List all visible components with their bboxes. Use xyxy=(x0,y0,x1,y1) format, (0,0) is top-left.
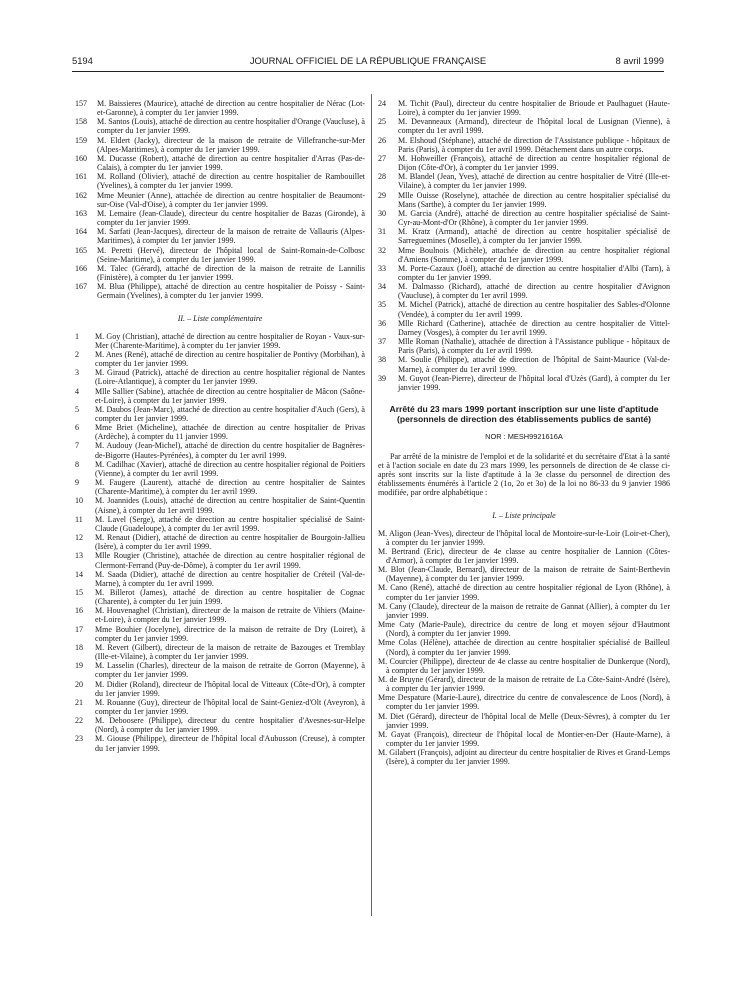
item-text: M. Lasselin (Charles), directeur de la maison de retraite de Gorron (Mayenne), à compter du 1er janvier 1999. xyxy=(95,661,365,680)
item-number: 38 xyxy=(378,355,387,365)
list-item xyxy=(75,460,365,478)
list-item xyxy=(75,387,365,405)
list-item xyxy=(378,209,670,227)
item-number: 167 xyxy=(75,282,88,292)
list-item xyxy=(75,423,365,441)
list-item xyxy=(75,368,365,386)
item-number: 4 xyxy=(75,386,80,396)
list-item xyxy=(75,405,365,423)
section-heading: II. – Liste complémentaire xyxy=(177,314,263,324)
item-text: Mlle Roman (Nathalie), attachée de direction à l'Assistance publique - hôpitaux de Paris (Paris), à compter du 1er avril 1999. xyxy=(398,337,670,356)
list-item xyxy=(75,716,365,734)
item-number: 18 xyxy=(75,642,84,652)
item-text: M. Faugere (Laurent), attaché de direction au centre hospitalier de Saintes (Charente-Maritime), à compter du 1er avril 1999. xyxy=(95,478,365,497)
item-text: M. Santos (Louis), attaché de direction au centre hospitalier d'Orange (Vaucluse), à compter du 1er janvier 1999. xyxy=(97,117,365,136)
list-item xyxy=(75,606,365,624)
list-item xyxy=(75,117,365,135)
item-text: M. Soulie (Philippe), attaché de direction de l'hôpital de Saint-Maurice (Val-de-Marne), à compter du 1er avril 1999. xyxy=(398,355,670,374)
item-number: 160 xyxy=(75,153,88,163)
list-item xyxy=(75,643,365,661)
list-item xyxy=(75,533,365,551)
list-item: M. Courcier (Philippe), directeur de 4e classe au centre hospitalier de Dunkerque (Nord), à compter du 1er janvier 1999. xyxy=(378,656,670,675)
item-number: 11 xyxy=(75,514,83,524)
list-item xyxy=(75,154,365,172)
issue-date: 8 avril 1999 xyxy=(615,55,664,66)
item-text: Mlle Rougier (Christine), attachée de direction au centre hospitalier régional de Clermont-Ferrand (Puy-de-Dôme), à compter du 1er avril 1999. xyxy=(95,551,365,570)
list-item xyxy=(378,117,670,135)
item-number: 37 xyxy=(378,337,387,347)
item-text: Mme Briet (Micheline), attachée de direction au centre hospitalier de Privas (Ardèche), à compter du 11 janvier 1999. xyxy=(95,423,365,442)
list-item xyxy=(75,570,365,588)
list-item: M. Diet (Gérard), directeur de l'hôpital local de Melle (Deux-Sèvres), à compter du 1er janvier 1999. xyxy=(378,711,670,730)
item-number: 28 xyxy=(378,172,387,182)
item-text: M. Giraud (Patrick), attaché de direction au centre hospitalier régional de Nantes (Loire-Atlantique), à compter du 1er janvier 1999. xyxy=(95,368,365,387)
list-item: M. Gayat (François), directeur de l'hôpital local de Montier-en-Der (Haute-Marne), à compter du 1er janvier 1999. xyxy=(378,729,670,749)
item-number: 16 xyxy=(75,606,84,616)
item-number: 7 xyxy=(75,441,80,451)
item-number: 162 xyxy=(75,190,88,200)
list-item xyxy=(75,282,365,300)
item-number: 36 xyxy=(378,318,387,328)
item-text: Mme Meunier (Anne), attachée de direction au centre hospitalier de Beaumont-sur-Oise (Val-d'Oise), à compter du 1er janvier 1999. xyxy=(97,190,365,209)
list-item xyxy=(378,136,670,154)
list-item: Mme Colas (Hélène), attachée de direction au centre hospitalier spécialisé de Bailleul (Nord), à compter du 1er janvier 1999. xyxy=(378,638,670,657)
item-number: 31 xyxy=(378,227,387,237)
list-item xyxy=(378,227,670,245)
list-item xyxy=(75,698,365,716)
list-item: M. Bertrand (Eric), directeur de 4e classe au centre hospitalier de Lannion (Côtes-d'Armor), à compter du 1er janvier 1999. xyxy=(378,546,670,565)
page-number: 5194 xyxy=(72,55,93,66)
list-item: M. Gilabert (François), adjoint au directeur du centre hospitalier de Rives et Grand-Lemps (Isère), à compter du 1er janvier 1999. xyxy=(378,748,670,767)
item-number: 24 xyxy=(378,99,387,108)
list-item xyxy=(75,496,365,514)
item-number: 10 xyxy=(75,496,84,506)
page-header xyxy=(72,55,664,68)
list-item xyxy=(75,680,365,698)
list-item xyxy=(378,172,670,190)
list-item xyxy=(75,209,365,227)
item-number: 25 xyxy=(378,117,387,127)
item-number: 12 xyxy=(75,533,84,543)
list-item xyxy=(75,191,365,209)
item-text: M. Sarfati (Jean-Jacques), directeur de la maison de retraite de Vallauris (Alpes-Maritimes), à compter du 1er janvier 1999. xyxy=(97,227,365,246)
item-text: M. Eldert (Jacky), directeur de la maison de retraite de Villefranche-sur-Mer (Alpes-Maritimes), à compter du 1er janvier 1999. xyxy=(97,135,365,154)
list-item: M. Aligon (Jean-Yves), directeur de l'hôpital local de Montoire-sur-le-Loir (Loir-et-Cher), à compter du 1er janvier 1999. xyxy=(378,528,670,547)
item-text: M. Blua (Philippe), attaché de direction au centre hospitalier de Poissy - Saint-Germain (Yvelines), à compter du 1er janvier 1999. xyxy=(97,282,365,301)
item-number: 20 xyxy=(75,679,84,689)
item-text: M. Rolland (Olivier), attaché de direction au centre hospitalier de Rambouillet (Yvelines), à compter du 1er janvier 1999. xyxy=(97,172,365,191)
list-item xyxy=(75,227,365,245)
list-item xyxy=(75,551,365,569)
list-item xyxy=(75,350,365,368)
item-number: 15 xyxy=(75,587,84,597)
list-item xyxy=(75,515,365,533)
item-text: M. Elshoud (Stéphane), attaché de direction de l'Assistance publique - hôpitaux de Paris (Paris), à compter du 1er avril 1999. Détachement dans un autre corps. xyxy=(398,135,670,154)
list-item xyxy=(75,441,365,459)
list-item xyxy=(75,172,365,190)
item-text: M. Daubos (Jean-Marc), attaché de direction au centre hospitalier d'Auch (Gers), à compter du 1er janvier 1999. xyxy=(95,404,365,423)
item-number: 158 xyxy=(75,117,88,127)
list-item xyxy=(378,337,670,355)
item-text: M. Blandel (Jean, Yves), attaché de direction au centre hospitalier de Vitré (Ille-et-Vilaine), à compter du 1er janvier 1999. xyxy=(398,172,670,191)
list-item xyxy=(75,625,365,643)
item-text: Mlle Sallier (Sabine), attachée de direction au centre hospitalier de Mâcon (Saône-et-Loire), à compter du 1er janvier 1999. xyxy=(95,386,365,405)
decree-paragraph: Par arrêté de la ministre de l'emploi et de la solidarité et du secrétaire d'Etat à la santé et à l'action sociale en date du 23 mars 1999, les personnels de direction de 4e classe ci-après sont inscrits sur la liste d'aptitude à la 3e classe du personnel de direction des établissements énumérés à l'article 2 (1o, 2o et 3o) de la loi no 86-33 du 9 janvier 1986 modifiée, par ordre alphabétique : xyxy=(378,451,670,498)
item-text: M. Porte-Cazaux (Joël), attaché de direction au centre hospitalier d'Albi (Tarn), à compter du 1er janvier 1999. xyxy=(398,263,670,282)
item-number: 35 xyxy=(378,300,387,310)
item-text: Mlle Richard (Catherine), attachée de direction au centre hospitalier de Vittel-Darney (Vosges), à compter du 1er avril 1999. xyxy=(398,318,670,337)
column-divider xyxy=(371,94,372,916)
item-text: Mlle Ouisse (Roselyne), attachée de direction au centre hospitalier spécialisé du Mans (Sarthe), à compter du 1er janvier 1999. xyxy=(398,190,670,209)
list-item xyxy=(75,588,365,606)
item-number: 159 xyxy=(75,135,88,145)
item-text: M. Lemaire (Jean-Claude), directeur du centre hospitalier de Bazas (Gironde), à compter du 1er janvier 1999. xyxy=(97,208,365,228)
item-number: 157 xyxy=(75,99,88,108)
list-item xyxy=(378,300,670,318)
list-item: M. de Bruyne (Gérard), directeur de la maison de retraite de La Côte-Saint-André (Isère), à compter du 1er janvier 1999. xyxy=(378,675,670,694)
list-continued xyxy=(378,99,670,392)
list-item xyxy=(75,332,365,350)
list-item xyxy=(75,136,365,154)
item-text: M. Dalmasso (Richard), attaché de direction au centre hospitalier d'Avignon (Vaucluse), à compter du 1er avril 1999. xyxy=(398,282,670,301)
item-text: M. Goy (Christian), attaché de direction au centre hospitalier de Royan - Vaux-sur-Mer (Charente-Maritime), à compter du 1er janvier 1999. xyxy=(95,331,365,350)
list-item: Mme Caty (Marie-Paule), directrice du centre de long et moyen séjour d'Hautmont (Nord), à compter du 1er janvier 1999. xyxy=(378,620,670,639)
item-text: M. Lavel (Serge), attaché de direction au centre hospitalier spécialisé de Saint-Claude (Guadeloupe), à compter du 1er avril 1999. xyxy=(95,514,365,533)
list-item xyxy=(378,374,670,392)
journal-title: JOURNAL OFFICIEL DE LA RÉPUBLIQUE FRANÇAISE xyxy=(249,55,487,66)
list-item: M. Cany (Claude), directeur de la maison de retraite de Gannat (Allier), à compter du 1er janvier 1999. xyxy=(378,601,670,620)
item-number: 9 xyxy=(75,478,80,488)
right-column xyxy=(378,99,670,767)
item-number: 1 xyxy=(75,331,80,341)
item-number: 27 xyxy=(378,153,387,163)
list-item xyxy=(75,661,365,679)
item-number: 19 xyxy=(75,661,84,671)
item-number: 163 xyxy=(75,208,88,218)
item-text: M. Joannides (Louis), attaché de direction au centre hospitalier de Saint-Quentin (Aisne), à compter du 1er avril 1999. xyxy=(95,496,365,515)
list-item: Mme Despature (Marie-Laure), directrice du centre de convalescence de Loos (Nord), à compter du 1er janvier 1999. xyxy=(378,693,670,712)
item-text: M. Giouse (Philippe), directeur de l'hôpital local d'Aubusson (Creuse), à compter du 1er janvier 1999. xyxy=(95,734,365,753)
item-text: Mme Boulnois (Michèle), attachée de direction au centre hospitalier régional d'Amiens (Somme), à compter du 1er janvier 1999. xyxy=(398,245,670,264)
nor-reference: NOR : MESH9921616A xyxy=(485,432,563,442)
item-text: M. Cadilhac (Xavier), attaché de direction au centre hospitalier régional de Poitiers (Vienne), à compter du 1er avril 1999. xyxy=(95,459,365,478)
item-number: 8 xyxy=(75,459,80,469)
item-number: 164 xyxy=(75,227,88,237)
item-text: M. Renaut (Didier), attaché de direction au centre hospitalier de Bourgoin-Jallieu (Isère), à compter du 1er avril 1999. xyxy=(95,533,365,552)
list-top xyxy=(75,99,365,300)
list-item: M. Cano (René), attaché de direction au centre hospitalier régional de Lyon (Rhône), à compter du 1er janvier 1999. xyxy=(378,583,670,602)
item-number: 34 xyxy=(378,282,387,292)
item-text: M. Ducasse (Robert), attaché de direction au centre hospitalier d'Arras (Pas-de-Calais), à compter du 1er janvier 1999. xyxy=(97,153,365,173)
item-text: M. Baissieres (Maurice), attaché de direction au centre hospitalier de Nérac (Lot-et-Garonne), à compter du 1er janvier 1999. xyxy=(97,99,365,118)
item-text: M. Devanneaux (Armand), directeur de l'hôpital local de Lusignan (Vienne), à compter du 1er avril 1999. xyxy=(398,117,670,136)
item-text: M. Houvenaghel (Christian), directeur de la maison de retraite de Vihiers (Maine-et-Loire), à compter du 1er janvier 1999. xyxy=(95,606,365,625)
item-number: 161 xyxy=(75,172,88,182)
item-text: M. Billerot (James), attaché de direction au centre hospitalier de Cognac (Charente), à compter du 1er juin 1999. xyxy=(95,587,365,607)
spacer xyxy=(378,392,670,404)
item-text: M. Michel (Patrick), attaché de direction au centre hospitalier des Sables-d'Olonne (Vendée), à compter du 1er avril 1999. xyxy=(398,300,670,319)
header-rule xyxy=(72,71,664,72)
list-item xyxy=(378,282,670,300)
item-number: 3 xyxy=(75,368,80,378)
list-item xyxy=(378,191,670,209)
item-text: M. Revert (Gilbert), directeur de la maison de retraite de Bazouges et Tremblay (Ille-et-Vilaine), à compter du 1er janvier 1999. xyxy=(95,642,365,662)
left-column xyxy=(75,99,365,753)
list-item xyxy=(75,734,365,752)
item-text: M. Audouy (Jean-Michel), attaché de direction du centre hospitalier de Bagnères-de-Bigorre (Hautes-Pyrénées), à compter du 1er avril 1999. xyxy=(95,441,365,460)
item-number: 22 xyxy=(75,716,84,726)
item-text: M. Kratz (Armand), attaché de direction au centre hospitalier spécialisé de Sarreguemines (Moselle), à compter du 1er janvier 1999. xyxy=(398,227,670,246)
item-number: 39 xyxy=(378,373,387,383)
list-item xyxy=(378,154,670,172)
list-item xyxy=(75,99,365,117)
list-item xyxy=(75,478,365,496)
list-complementaire xyxy=(75,332,365,753)
item-text: M. Garcia (André), attaché de direction au centre hospitalier spécialisé de Saint-Cyr-au-Mont-d'Or (Rhône), à compter du 1er janvier 1999. xyxy=(398,208,670,228)
item-number: 17 xyxy=(75,624,84,634)
item-number: 14 xyxy=(75,569,84,579)
item-number: 5 xyxy=(75,404,80,414)
list-item xyxy=(75,246,365,264)
list-item xyxy=(378,99,670,117)
item-number: 26 xyxy=(378,135,387,145)
item-number: 21 xyxy=(75,697,84,707)
item-text: M. Rouanne (Guy), directeur de l'hôpital local de Saint-Geniez-d'Olt (Aveyron), à compter du 1er janvier 1999. xyxy=(95,697,365,716)
item-number: 166 xyxy=(75,263,88,273)
section-heading: I. – Liste principale xyxy=(492,511,556,521)
decree-title: Arrêté du 23 mars 1999 portant inscription sur une liste d'aptitude (personnels de direction des établissements publics de santé) xyxy=(389,404,659,425)
item-text: M. Talec (Gérard), attaché de direction de la maison de retraite de Lannilis (Finistère), à compter du 1er janvier 1999. xyxy=(97,263,365,282)
item-number: 6 xyxy=(75,423,80,433)
list-item xyxy=(378,246,670,264)
item-number: 23 xyxy=(75,734,84,744)
list-item: M. Blot (Jean-Claude, Bernard), directeur de la maison de retraite de Saint-Berthevin (Mayenne), à compter du 1er janvier 1999. xyxy=(378,565,670,584)
item-number: 33 xyxy=(378,263,387,273)
item-number: 165 xyxy=(75,245,88,255)
item-text: M. Anes (René), attaché de direction au centre hospitalier de Pontivy (Morbihan), à compter du 1er janvier 1999. xyxy=(95,349,365,369)
list-item xyxy=(378,319,670,337)
item-text: M. Saada (Didier), attaché de direction au centre hospitalier de Créteil (Val-de-Marne), à compter du 1er avril 1999. xyxy=(95,569,365,588)
item-number: 29 xyxy=(378,190,387,200)
item-text: M. Hohweiller (François), attaché de direction au centre hospitalier régional de Dijon (Côte-d'Or), à compter du 1er janvier 1999. xyxy=(398,153,670,173)
item-text: M. Peretti (Hervé), directeur de l'hôpital local de Saint-Romain-de-Colbosc (Seine-Maritime), à compter du 1er janvier 1999. xyxy=(97,245,365,264)
item-text: M. Didier (Roland), directeur de l'hôpital local de Vitteaux (Côte-d'Or), à compter du 1er janvier 1999. xyxy=(95,679,365,698)
list-item xyxy=(75,264,365,282)
list-item xyxy=(378,355,670,373)
item-number: 13 xyxy=(75,551,84,561)
item-text: M. Tichit (Paul), directeur du centre hospitalier de Brioude et Paulhaguet (Haute-Loire), à compter du 1er janvier 1999. xyxy=(398,99,670,118)
list-item xyxy=(378,264,670,282)
list-principale xyxy=(378,529,670,767)
item-text: M. Deboosere (Philippe), directeur du centre hospitalier d'Avesnes-sur-Helpe (Nord), à compter du 1er janvier 1999. xyxy=(95,716,365,735)
item-number: 2 xyxy=(75,349,80,359)
item-text: M. Guyot (Jean-Pierre), directeur de l'hôpital local d'Uzès (Gard), à compter du 1er janvier 1999. xyxy=(398,373,670,392)
item-text: Mme Bouhier (Jocelyne), directrice de la maison de retraite de Dry (Loiret), à compter du 1er janvier 1999. xyxy=(95,624,365,643)
item-number: 30 xyxy=(378,208,387,218)
item-number: 32 xyxy=(378,245,387,255)
